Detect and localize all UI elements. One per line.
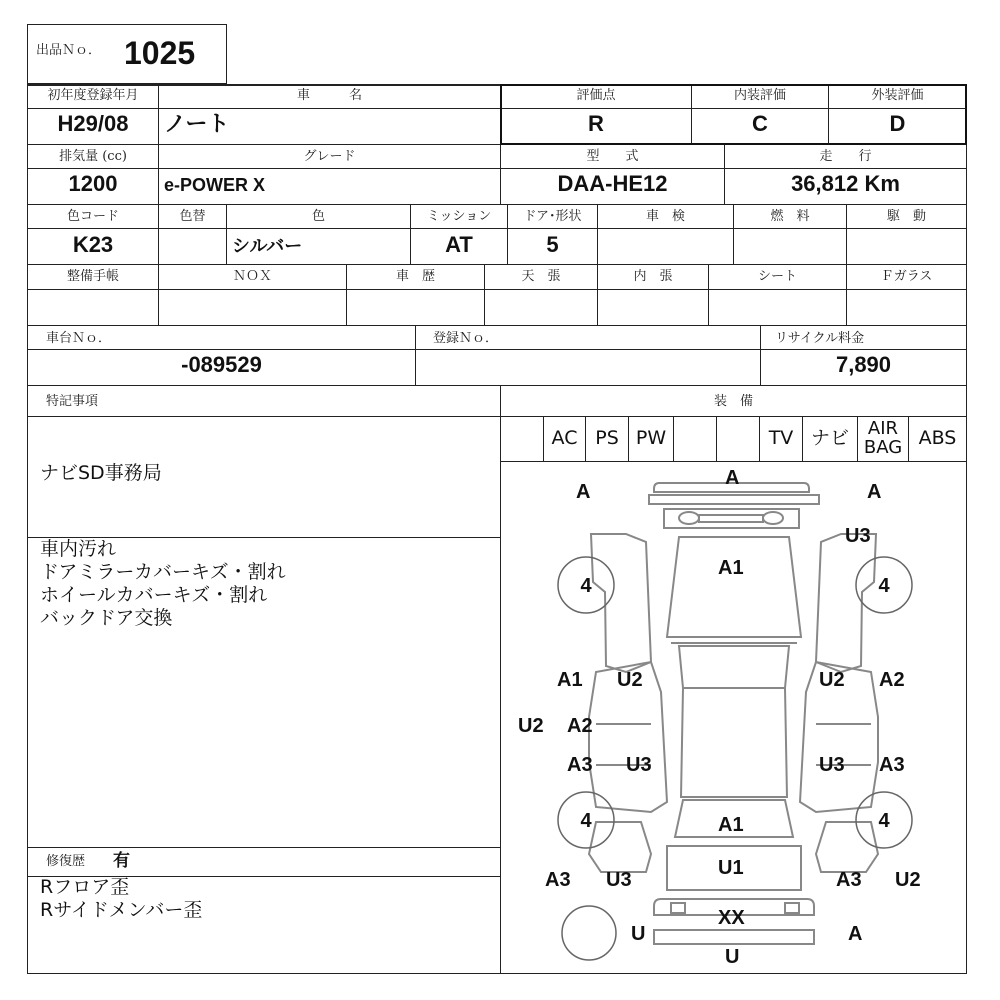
color-code-value: K23 xyxy=(72,232,114,257)
exterior-score-value: D xyxy=(889,111,906,136)
tire-tread-label: 4 xyxy=(878,810,890,832)
damage-mark: U1 xyxy=(718,857,744,879)
right-rear-fender xyxy=(816,822,878,872)
roof-shape xyxy=(681,688,787,797)
damage-mark: U2 xyxy=(895,869,921,891)
damage-mark: A3 xyxy=(567,754,593,776)
tire-tread-label: 4 xyxy=(580,575,592,597)
spare-tire xyxy=(562,906,616,960)
repair-line: Rサイドメンバー歪 xyxy=(40,899,203,921)
transmission-value: AT xyxy=(445,232,473,257)
damage-mark: U3 xyxy=(606,869,632,891)
front-bumper-lower xyxy=(649,495,819,504)
car-diagram xyxy=(501,462,966,973)
equipment-item: AC xyxy=(551,427,578,449)
lot-box xyxy=(27,24,227,84)
damage-mark: U2 xyxy=(819,669,845,691)
hood-shape xyxy=(667,537,801,637)
displacement-label: 排気量 (cc) xyxy=(59,149,127,164)
right-front-fender xyxy=(816,534,876,672)
damage-mark: A1 xyxy=(718,814,744,836)
damage-mark: A xyxy=(725,467,740,489)
sunroof-label: 天 張 xyxy=(521,269,561,284)
first-reg-value: H29/08 xyxy=(57,111,129,136)
interior-score-label: 内装評価 xyxy=(733,88,786,103)
note-line: 車内汚れ xyxy=(40,538,117,560)
interior-score-value: C xyxy=(752,111,768,136)
score-label: 評価点 xyxy=(576,88,616,103)
damage-mark: A3 xyxy=(879,754,905,776)
equipment-label: 装 備 xyxy=(713,394,753,409)
chassis-value: -089529 xyxy=(181,352,262,377)
damage-mark: A1 xyxy=(557,669,583,691)
car-name-label: 車 名 xyxy=(296,88,362,103)
color-value: シルバー xyxy=(232,236,303,256)
repair-label: 修復歴 xyxy=(46,854,86,869)
fuel-label: 燃 料 xyxy=(770,209,810,224)
note-line: バックドア交換 xyxy=(40,607,173,629)
car-name-value: ノート xyxy=(164,111,230,136)
exterior-score-label: 外装評価 xyxy=(871,88,924,103)
tire-tread-label: 4 xyxy=(878,575,890,597)
equipment-item: TV xyxy=(768,427,794,449)
color-code-label: 色コード xyxy=(66,209,119,224)
note-line: ドアミラーカバーキズ・割れ xyxy=(40,561,286,583)
first-reg-label: 初年度登録年月 xyxy=(47,88,139,103)
notes-label: 特記事項 xyxy=(46,394,99,409)
damage-mark: U xyxy=(631,923,646,945)
chassis-label: 車台Ｎｏ． xyxy=(46,331,112,346)
mileage-value: 36,812 Km xyxy=(791,171,900,196)
equipment-item: AIR BAG xyxy=(863,418,903,458)
damage-mark: A2 xyxy=(879,669,905,691)
tire-tread-label: 4 xyxy=(580,810,592,832)
mileage-label: 走 行 xyxy=(819,149,872,164)
equipment-item: PS xyxy=(595,427,619,449)
model-label: 型 式 xyxy=(586,149,639,164)
repaint-label: 色替 xyxy=(179,209,206,224)
recycle-value: 7,890 xyxy=(835,352,892,377)
damage-mark: A3 xyxy=(545,869,571,891)
repair-line: Rフロア歪 xyxy=(40,876,130,898)
color-label: 色 xyxy=(311,209,325,224)
lot-number: 1025 xyxy=(124,35,196,71)
nox-label: ＮＯＸ xyxy=(232,269,272,284)
recycle-label: リサイクル料金 xyxy=(775,331,865,346)
doors-label: ドア･形状 xyxy=(523,209,582,224)
damage-mark: A3 xyxy=(836,869,862,891)
equipment-item: ナビ xyxy=(810,427,849,449)
history-label: 車 歴 xyxy=(395,269,435,284)
doors-value: 5 xyxy=(546,232,559,257)
displacement-value: 1200 xyxy=(68,171,118,196)
notes-top-line: ナビSD事務局 xyxy=(40,462,162,484)
damage-mark: U xyxy=(725,946,740,968)
inspection-label: 車 検 xyxy=(645,209,685,224)
damage-mark: U3 xyxy=(845,525,871,547)
interior-trim-label: 内 張 xyxy=(633,269,673,284)
damage-mark: A1 xyxy=(718,557,744,579)
equipment-item: ABS xyxy=(918,427,957,449)
damage-mark: XX xyxy=(718,907,745,929)
left-rear-fender xyxy=(589,822,651,872)
left-front-fender xyxy=(591,534,651,672)
damage-mark: U2 xyxy=(518,715,544,737)
damage-mark: A xyxy=(848,923,863,945)
f-glass-label: Ｆガラス xyxy=(880,269,933,284)
damage-mark: U2 xyxy=(617,669,643,691)
transmission-label: ミッション xyxy=(426,209,492,224)
damage-mark: A2 xyxy=(567,715,593,737)
equipment-item: PW xyxy=(635,427,667,449)
note-line: ホイールカバーキズ・割れ xyxy=(40,584,268,606)
lot-label: 出品Ｎｏ． xyxy=(36,43,102,58)
service-book-label: 整備手帳 xyxy=(66,269,119,284)
drive-label: 駆 動 xyxy=(886,209,926,224)
damage-mark: U3 xyxy=(626,754,652,776)
damage-mark: A xyxy=(867,481,882,503)
damage-mark: A xyxy=(576,481,591,503)
grade-value: e-POWER X xyxy=(164,175,266,195)
model-value: DAA-HE12 xyxy=(557,171,668,196)
registration-label: 登録Ｎｏ． xyxy=(433,331,499,346)
windshield-shape xyxy=(679,646,789,688)
grade-label: グレード xyxy=(303,149,356,164)
seat-label: シート xyxy=(757,269,797,284)
damage-mark: U3 xyxy=(819,754,845,776)
repair-value: 有 xyxy=(113,851,130,871)
score-value: R xyxy=(588,111,604,136)
